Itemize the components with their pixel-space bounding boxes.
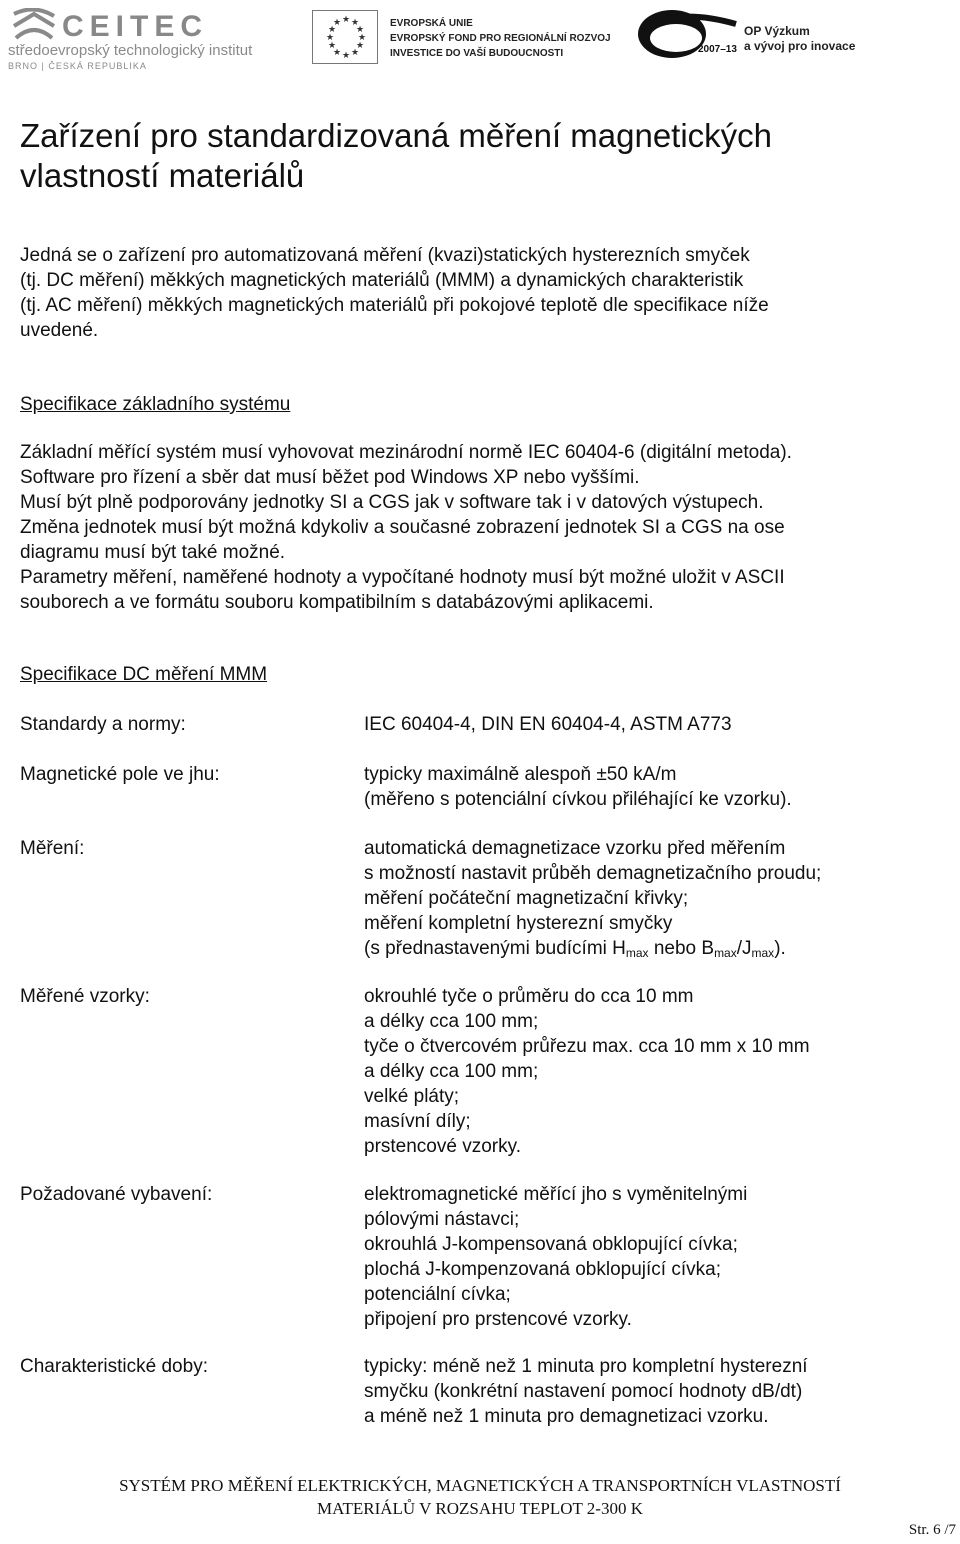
op-years: 2007–13 <box>698 44 737 55</box>
op-line-1: OP Výzkum <box>744 24 810 38</box>
spec-line: diagramu musí být také možné. <box>20 542 286 563</box>
spec-line: Změna jednotek musí být možná kdykoliv a současné zobrazení jednotek SI a CGS na ose <box>20 517 785 538</box>
spec-line: Základní měřící systém musí vyhovovat mezinárodní normě IEC 60404-6 (digitální metoda). <box>20 442 792 463</box>
formula-subscript: max <box>714 946 737 960</box>
ceitec-subtitle: středoevropský technologický institut <box>8 42 253 59</box>
spec-value-line: s možností nastavit průběh demagnetizačního proudu; <box>364 863 822 884</box>
page-footer <box>0 1474 960 1520</box>
spec-value-line: měření počáteční magnetizační křivky; <box>364 888 689 909</box>
svg-text:★: ★ <box>342 15 351 25</box>
op-text <box>744 24 855 54</box>
spec-value <box>364 712 732 737</box>
svg-text:★: ★ <box>333 18 342 28</box>
spec-value-line: okrouhlé tyče o průměru do cca 10 mm <box>364 986 694 1007</box>
svg-text:★: ★ <box>351 48 360 58</box>
spec-value-line: typicky maximálně alespoň ±50 kA/m <box>364 764 677 785</box>
spec-line: Musí být plně podporovány jednotky SI a CGS jak v software tak i v datových výstupech. <box>20 492 764 513</box>
ceitec-wordmark: CEITEC <box>62 10 209 43</box>
formula-subscript: max <box>625 946 649 960</box>
eu-fund-text <box>390 16 611 61</box>
spec-value-line: velké pláty; <box>364 1086 460 1107</box>
spec-value-line: automatická demagnetizace vzorku před měřením <box>364 838 786 859</box>
spec-value-line: tyče o čtvercovém průřezu max. cca 10 mm x 10 mm <box>364 1036 810 1057</box>
spec-value <box>364 1354 808 1429</box>
eu-line-3: INVESTICE DO VAŠÍ BUDOUCNOSTI <box>390 48 564 59</box>
spec-value-line: plochá J-kompenzovaná obklopující cívka; <box>364 1259 721 1280</box>
svg-text:★: ★ <box>333 48 342 58</box>
formula-subscript: max <box>751 946 775 960</box>
spec-label: Charakteristické doby: <box>20 1356 208 1377</box>
spec-label: Standardy a normy: <box>20 714 186 735</box>
ceitec-location: BRNO | ČESKÁ REPUBLIKA <box>8 61 147 71</box>
title-line-1: Zařízení pro standardizovaná měření magnetických <box>20 117 773 154</box>
spec-line: Parametry měření, naměřené hodnoty a vypočítané hodnoty musí být možné uložit v ASCII <box>20 567 785 588</box>
spec-value-line: smyčku (konkrétní nastavení pomocí hodnoty dB/dt) <box>364 1381 803 1402</box>
spec-value-line: prstencové vzorky. <box>364 1136 521 1157</box>
footer-line-1: SYSTÉM PRO MĚŘENÍ ELEKTRICKÝCH, MAGNETICKÝCH A TRANSPORTNÍCH VLASTNOSTÍ <box>119 1476 841 1495</box>
spec-value-line: měření kompletní hysterezní smyčky <box>364 913 673 934</box>
spec-value-line: okrouhlá J-kompensovaná obklopující cívka; <box>364 1234 738 1255</box>
ceitec-mark-icon <box>8 8 60 44</box>
eu-line-2: EVROPSKÝ FOND PRO REGIONÁLNÍ ROZVOJ <box>390 33 611 44</box>
intro-line: uvedené. <box>20 320 99 341</box>
spec-value <box>364 762 792 812</box>
spec-value-line: (měřeno s potenciální cívkou přiléhající ke vzorku). <box>364 789 792 810</box>
spec-label: Magnetické pole ve jhu: <box>20 764 220 785</box>
eu-line-1: EVROPSKÁ UNIE <box>390 18 473 29</box>
eu-flag-icon <box>312 10 378 64</box>
spec-value-line: IEC 60404-4, DIN EN 60404-4, ASTM A773 <box>364 714 732 735</box>
svg-text:★: ★ <box>342 51 351 61</box>
spec-value <box>364 984 810 1159</box>
formula-suffix: ). <box>774 938 786 959</box>
spec-value-line: a délky cca 100 mm; <box>364 1061 539 1082</box>
section-heading-basic-system: Specifikace základního systému <box>20 394 291 415</box>
spec-label: Požadované vybavení: <box>20 1184 213 1205</box>
spec-value-formula <box>364 936 821 961</box>
spec-label: Měřené vzorky: <box>20 986 150 1007</box>
page-number: Str. 6 /7 <box>908 1522 956 1538</box>
intro-paragraph <box>20 243 940 343</box>
spec-value-line: masívní díly; <box>364 1111 471 1132</box>
formula-mid: nebo B <box>648 938 715 959</box>
svg-text:★: ★ <box>356 25 365 35</box>
spec-value-line: pólovými nástavci; <box>364 1209 520 1230</box>
page-header <box>0 0 960 80</box>
intro-line: (tj. DC měření) měkkých magnetických materiálů (MMM) a dynamických charakteristik <box>20 270 744 291</box>
op-vavpi-logo <box>632 4 742 68</box>
svg-text:★: ★ <box>358 33 367 43</box>
formula-prefix: (s přednastavenými budícími H <box>364 938 626 959</box>
section-heading-dc-measurement: Specifikace DC měření MMM <box>20 664 268 685</box>
spec-value-line: typicky: méně než 1 minuta pro kompletní hysterezní <box>364 1356 808 1377</box>
op-line-2: a vývoj pro inovace <box>744 39 856 53</box>
svg-text:★: ★ <box>326 33 335 43</box>
basic-system-spec <box>20 440 940 615</box>
svg-text:★: ★ <box>356 41 365 51</box>
spec-label: Měření: <box>20 838 85 859</box>
spec-value-line: elektromagnetické měřící jho s vyměnitelnými <box>364 1184 748 1205</box>
spec-line: souborech a ve formátu souboru kompatibilním s databázovými aplikacemi. <box>20 592 654 613</box>
intro-line: Jedná se o zařízení pro automatizovaná měření (kvazi)statických hysterezních smyček <box>20 245 750 266</box>
footer-line-2: MATERIÁLŮ V ROZSAHU TEPLOT 2-300 K <box>316 1499 643 1518</box>
svg-text:★: ★ <box>351 18 360 28</box>
page-title <box>20 116 920 196</box>
formula-mid: /J <box>736 938 752 959</box>
svg-text:★: ★ <box>328 25 337 35</box>
svg-text:★: ★ <box>328 41 337 51</box>
spec-line: Software pro řízení a sběr dat musí běžet pod Windows XP nebo vyššími. <box>20 467 640 488</box>
spec-value-line: a méně než 1 minuta pro demagnetizaci vzorku. <box>364 1406 769 1427</box>
title-line-2: vlastností materiálů <box>20 157 305 194</box>
spec-value-line: potenciální cívka; <box>364 1284 511 1305</box>
spec-value-line: a délky cca 100 mm; <box>364 1011 539 1032</box>
intro-line: (tj. AC měření) měkkých magnetických materiálů při pokojové teplotě dle specifikace níže <box>20 295 769 316</box>
ceitec-logo <box>6 6 292 72</box>
spec-value <box>364 836 821 961</box>
spec-value-line: připojení pro prstencové vzorky. <box>364 1309 632 1330</box>
spec-value <box>364 1182 747 1332</box>
